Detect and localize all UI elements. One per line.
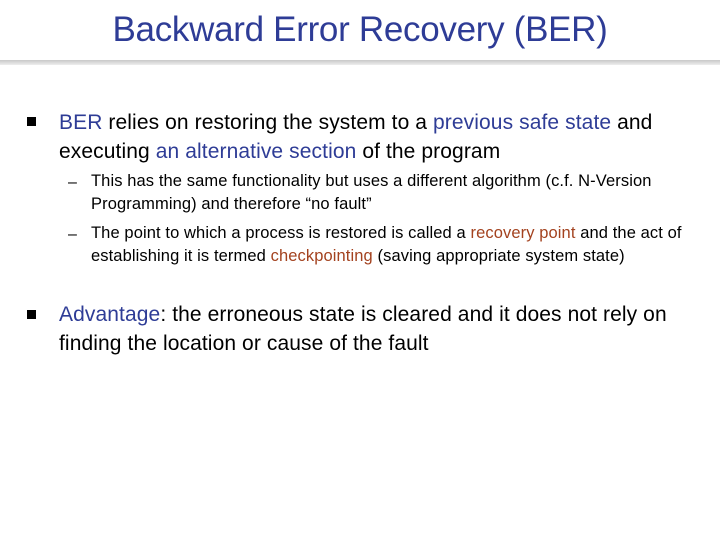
bullet-text-ber	[59, 108, 699, 166]
bullet-marker	[27, 117, 36, 126]
slide-title: Backward Error Recovery (BER)	[112, 10, 608, 49]
term-checkpointing: checkpointing	[270, 247, 373, 265]
dash-marker: –	[68, 226, 77, 243]
term-previous-safe-state: previous safe state	[433, 111, 612, 134]
subbullet-text-part: (saving appropriate system state)	[372, 247, 625, 265]
bullet-marker	[27, 310, 36, 319]
bullet-text-part: and executing	[59, 111, 653, 163]
term-recovery-point: recovery point	[470, 224, 576, 242]
subbullet-text-functionality: This has the same functionality but uses a different algorithm (c.f. N-Version Programming) and therefore “no fault”	[91, 172, 652, 213]
subbullet-text-part: The point to which a process is restored is called a	[91, 224, 471, 242]
term-ber: BER	[59, 111, 103, 134]
bullet-text-part: of the program	[356, 140, 501, 163]
title-divider	[0, 60, 720, 65]
subbullet-text-recovery-point	[91, 222, 691, 268]
bullet-text-part: : the erroneous state is cleared and it does not rely on finding the location or cause of the fault	[59, 303, 667, 355]
bullet-text-advantage	[59, 300, 699, 358]
subbullet-text-part: and the act of establishing it is termed	[91, 224, 682, 265]
term-advantage: Advantage	[59, 303, 161, 326]
dash-marker: –	[68, 174, 77, 191]
term-alternative-section: an alternative section	[155, 140, 357, 163]
bullet-text-part: relies on restoring the system to a	[102, 111, 433, 134]
